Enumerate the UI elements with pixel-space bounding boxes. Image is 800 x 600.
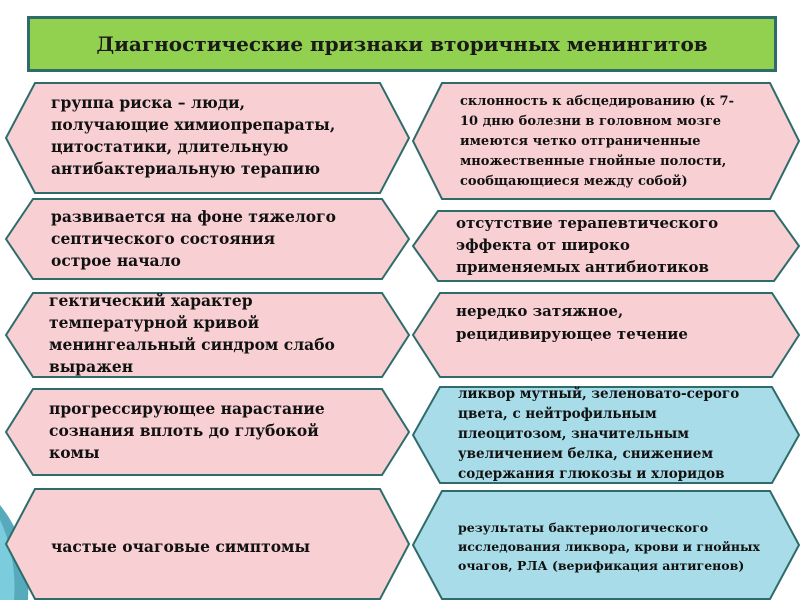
right-item-1 [412,82,800,200]
right-item-4-text: ликвор мутный, зеленовато-серого цвета, с нейтрофильным плеоцитозом, значительным увеличением белка, снижением содержания глюкозы и хлоридов [458,386,740,482]
left-item-1 [5,82,410,194]
left-item-4-text: прогрессирующее нарастание сознания вплоть до глубокой комы [49,399,325,462]
left-item-2 [5,198,410,280]
left-item-2-text: развивается на фоне тяжелого септического состояния острое начало [51,207,336,270]
page-title-box [27,16,777,72]
left-item-5-text: частые очаговые симптомы [51,537,311,556]
right-item-5-text: результаты бактериологического исследования ликвора, крови и гнойных очагов, РЛА (верификация антигенов) [458,520,760,573]
right-item-3-text: нередко затяжное, рецидивирующее течение [456,302,688,343]
right-item-5 [412,490,800,600]
left-item-1-text: группа риска – люди, получающие химиопрепараты, цитостатики, длительную антибактериальную терапию [51,93,336,178]
right-item-1-text: склонность к абсцедированию (к 7- 10 дню болезни в головном мозге имеются четко отграниченные множественные гнойные полости, сообщающиеся между собой) [460,94,735,189]
right-item-3 [412,292,800,378]
left-item-4 [5,388,410,476]
page-title: Диагностические признаки вторичных менингитов [96,32,708,56]
right-item-2 [412,210,800,282]
left-item-3-text: гектический характер температурной кривой менингеальный синдром слабо выражен [49,291,335,376]
left-item-3 [5,292,410,378]
right-item-4 [412,386,800,484]
left-item-5 [5,488,410,600]
right-item-2-text: отсутствие терапевтического эффекта от широко применяемых антибиотиков [456,214,719,276]
